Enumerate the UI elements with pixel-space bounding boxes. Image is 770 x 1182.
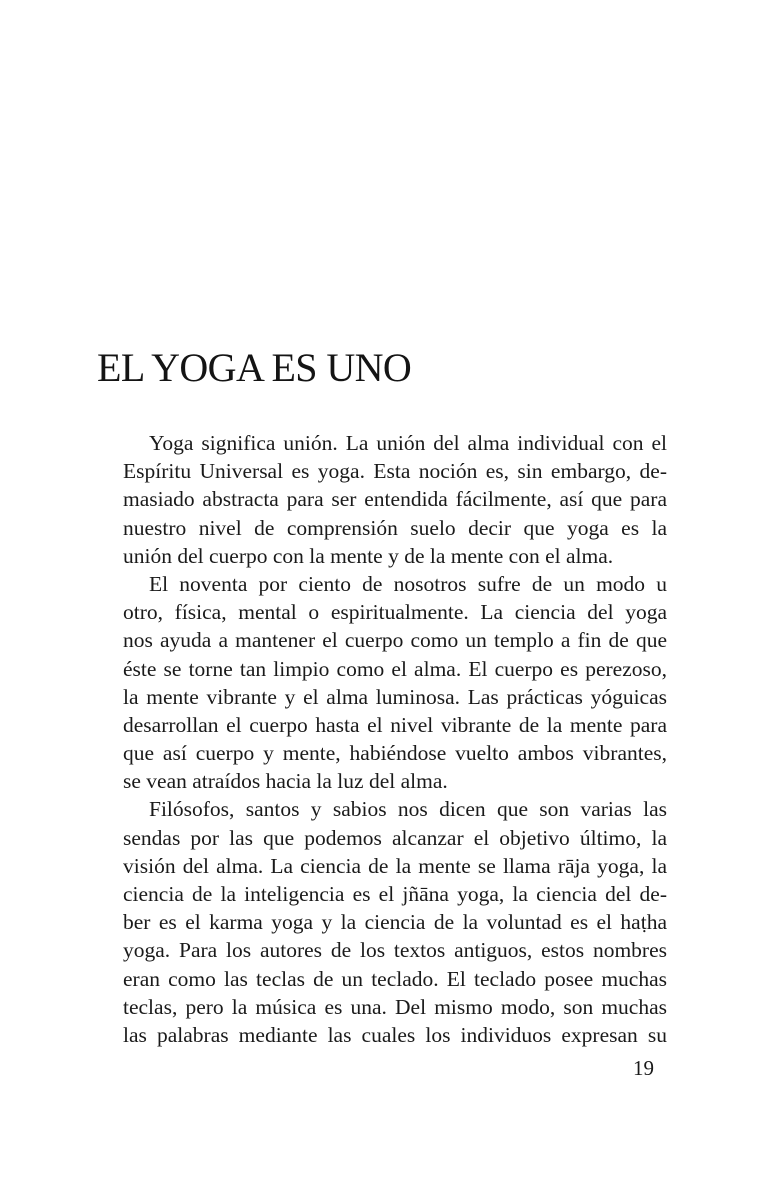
text-line: la mente vibrante y el alma luminosa. Las prácticas yóguicas bbox=[123, 684, 667, 709]
text-line: nos ayuda a mantener el cuerpo como un templo a fin de que bbox=[123, 628, 667, 653]
text-line: yoga. Para los autores de los textos antiguos, estos nombres bbox=[123, 938, 667, 963]
text-line: éste se torne tan limpio como el alma. El cuerpo es perezoso, bbox=[123, 656, 667, 681]
text-line: sendas por las que podemos alcanzar el objetivo último, la bbox=[123, 825, 667, 850]
chapter-title: EL YOGA ES UNO bbox=[97, 345, 412, 390]
text-line: masiado abstracta para ser entendida fácilmente, así que para bbox=[123, 487, 667, 512]
text-line: desarrollan el cuerpo hasta el nivel vibrante de la mente para bbox=[123, 712, 667, 737]
text-line: Filósofos, santos y sabios nos dicen que son varias las bbox=[149, 797, 667, 822]
text-line: ciencia de la inteligencia es el jñāna yoga, la ciencia del de- bbox=[123, 882, 667, 906]
text-line: visión del alma. La ciencia de la mente se llama rāja yoga, la bbox=[123, 853, 667, 878]
text-line: Yoga significa unión. La unión del alma individual con el bbox=[149, 431, 667, 455]
paragraph-3 bbox=[97, 795, 667, 1049]
text-line: se vean atraídos hacia la luz del alma. bbox=[123, 769, 448, 794]
page-number: 19 bbox=[633, 1056, 654, 1080]
body-text bbox=[97, 429, 667, 1049]
text-line: nuestro nivel de comprensión suelo decir que yoga es la bbox=[123, 515, 667, 540]
text-line: ber es el karma yoga y la ciencia de la voluntad es el haṭha bbox=[123, 910, 667, 935]
paragraph-2 bbox=[97, 570, 667, 796]
text-line: Espíritu Universal es yoga. Esta noción es, sin embargo, de- bbox=[123, 459, 667, 484]
text-line: teclas, pero la música es una. Del mismo modo, son muchas bbox=[123, 994, 667, 1019]
text-line: otro, física, mental o espiritualmente. La ciencia del yoga bbox=[123, 600, 667, 625]
book-page bbox=[97, 0, 667, 1182]
paragraph-1 bbox=[97, 429, 667, 570]
text-line: eran como las teclas de un teclado. El teclado posee muchas bbox=[123, 966, 667, 991]
text-line: que así cuerpo y mente, habiéndose vuelto ambos vibrantes, bbox=[123, 741, 667, 766]
text-line: El noventa por ciento de nosotros sufre de un modo u bbox=[149, 571, 667, 596]
text-line: las palabras mediante las cuales los individuos expresan su bbox=[123, 1022, 667, 1047]
text-line: unión del cuerpo con la mente y de la mente con el alma. bbox=[123, 543, 614, 568]
